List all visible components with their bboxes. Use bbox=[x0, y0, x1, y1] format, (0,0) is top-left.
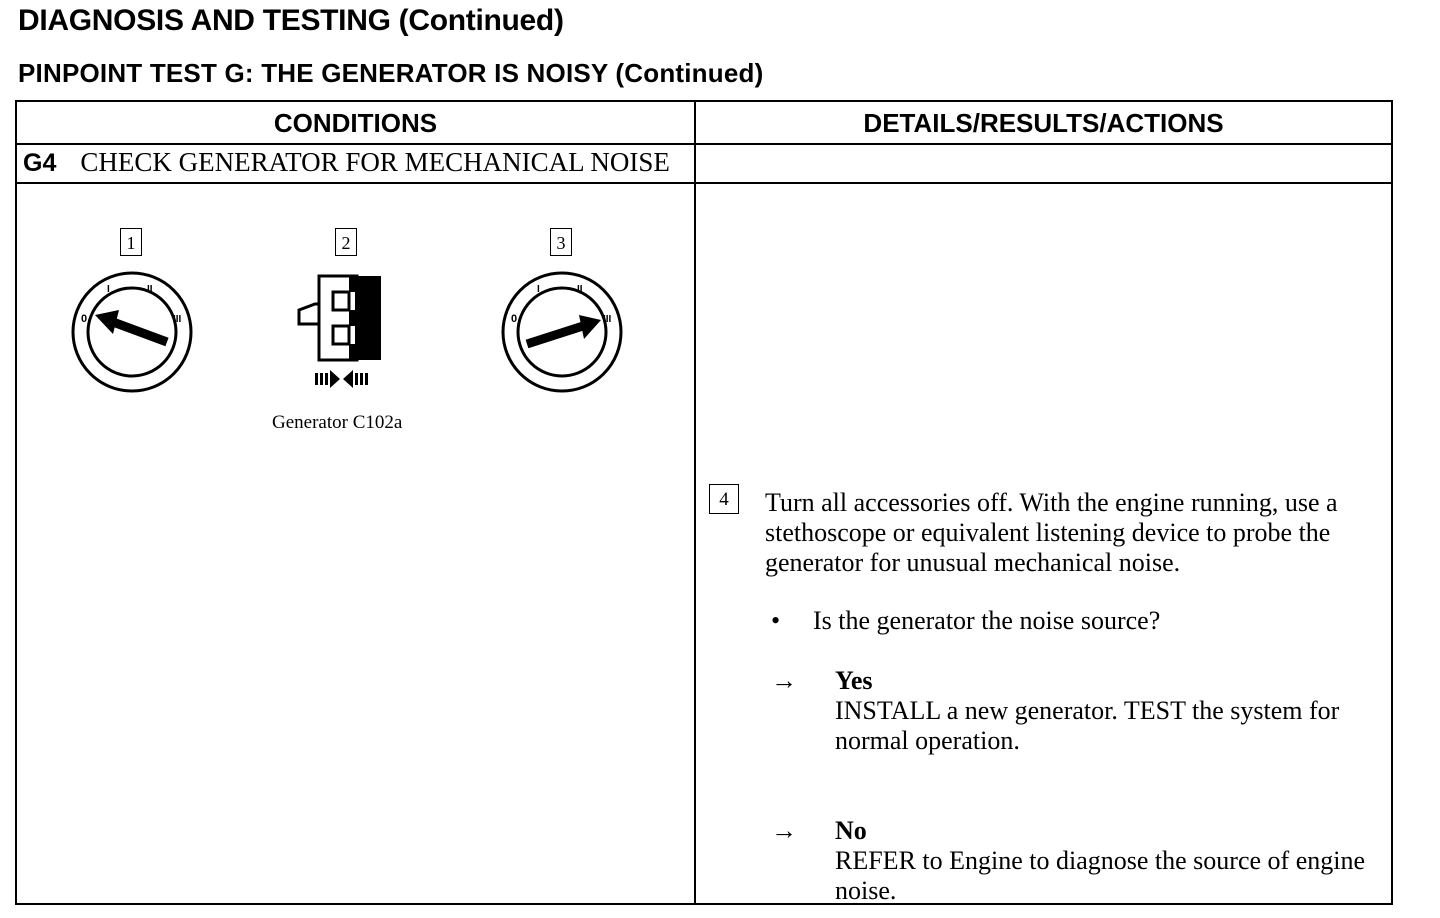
right-arrow-icon: → bbox=[771, 666, 797, 695]
key-position-label: 0 bbox=[511, 313, 518, 325]
no-label: No bbox=[835, 816, 867, 845]
header-divider bbox=[17, 143, 1391, 145]
key-position-label: III bbox=[173, 314, 182, 325]
detail-instruction: Turn all accessories off. With the engine running, use a stethoscope or equivalent listening device to probe the generator for unusual mechanical noise. bbox=[765, 488, 1338, 577]
column-header-details: DETAILS/RESULTS/ACTIONS bbox=[863, 108, 1224, 138]
step-code: G4 bbox=[23, 149, 57, 177]
step-divider bbox=[17, 182, 1391, 184]
key-position-label: 0 bbox=[81, 313, 88, 325]
figure-caption: Generator C102a bbox=[272, 412, 403, 433]
page-title: DIAGNOSIS AND TESTING (Continued) bbox=[18, 4, 564, 37]
step-title: CHECK GENERATOR FOR MECHANICAL NOISE bbox=[80, 147, 670, 177]
detail-question: Is the generator the noise source? bbox=[813, 606, 1161, 635]
connector-disconnect-icon bbox=[295, 270, 385, 396]
bullet-icon: • bbox=[771, 606, 781, 635]
figure-number-3: 3 bbox=[550, 228, 572, 256]
step-row bbox=[23, 147, 670, 178]
key-position-label: II bbox=[147, 284, 153, 295]
column-divider bbox=[694, 102, 696, 905]
key-position-label: I bbox=[537, 284, 540, 295]
key-position-label: I bbox=[107, 284, 110, 295]
figure-number-1: 1 bbox=[120, 228, 142, 256]
key-position-label: III bbox=[603, 314, 612, 325]
column-header-conditions: CONDITIONS bbox=[273, 108, 438, 138]
test-subtitle: PINPOINT TEST G: THE GENERATOR IS NOISY (Continued) bbox=[18, 58, 764, 88]
ignition-switch-off-icon bbox=[69, 270, 195, 394]
detail-step-number: 4 bbox=[709, 484, 739, 514]
figure-number-2: 2 bbox=[335, 228, 357, 256]
yes-action: INSTALL a new generator. TEST the system for normal operation. bbox=[835, 696, 1340, 755]
yes-label: Yes bbox=[835, 666, 873, 695]
no-action: REFER to Engine to diagnose the source of engine noise. bbox=[835, 846, 1366, 905]
ignition-switch-run-icon bbox=[499, 270, 625, 394]
right-arrow-icon: → bbox=[771, 816, 797, 845]
key-position-label: II bbox=[577, 284, 583, 295]
pinpoint-test-table bbox=[15, 100, 1393, 905]
